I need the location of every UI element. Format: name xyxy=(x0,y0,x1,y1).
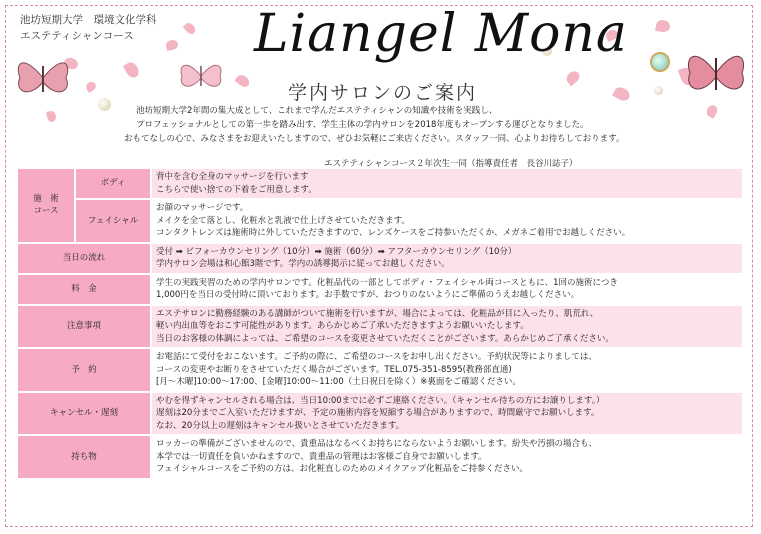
intro-line: 池坊短期大学2年間の集大成として、これまで学んだエステティシャンの知識や技術を実践し、 xyxy=(136,106,498,116)
info-table xyxy=(16,167,744,480)
text-line: なお、20分以上の遅刻はキャンセル扱いとさせていただきます。 xyxy=(156,420,405,431)
text-line: 1,000円を当日の受付時に頂いております。お手数ですが、おつりのないようにご準備のうえお越しください。 xyxy=(156,290,580,300)
text-line: 学内サロン会場は和心館3階です。学内の誘導掲示に従ってお越しください。 xyxy=(156,259,450,269)
facial-label: フェイシャル xyxy=(76,200,150,242)
petal-decoration xyxy=(705,103,720,118)
text-line: やむを得ずキャンセルされる場合は、当日10:00までに必ずご連絡ください。（キャンセル待ちの方にお譲りします。） xyxy=(156,395,605,406)
body-label: ボディ xyxy=(76,169,150,198)
belongings-description xyxy=(152,436,742,478)
petal-decoration xyxy=(123,60,141,80)
text-line: エステサロンに勤務経験のある講師がついて施術を行いますが、場合によっては、化粧品が目に入ったり、肌荒れ、 xyxy=(156,308,599,319)
text-line: 学生の実践実習のための学内サロンです。化粧品代の一部としてボディ・フェイシャル両コースともに、1回の施術につき xyxy=(156,277,618,288)
text-line: 背中を含む全身のマッサージを行います xyxy=(156,172,309,182)
text-line: 当日のお客様の体調によっては、ご希望のコースを変更させていただくことがございます。あらかじめご了承ください。 xyxy=(156,333,614,344)
petal-decoration xyxy=(612,85,632,103)
text-line: メイクを全て落とし、化粧水と乳液で仕上げさせていただきます。 xyxy=(156,215,410,226)
petal-decoration xyxy=(564,69,582,86)
pearl-decoration xyxy=(98,98,111,111)
facial-description xyxy=(152,200,742,242)
flow-description xyxy=(152,244,742,273)
flow-label: 当日の流れ xyxy=(18,244,150,273)
text-line: 軽い内出血等をおこす可能性があります。あらかじめご了承いただきますようお願いいたします。 xyxy=(156,321,529,331)
reserve-label: 予 約 xyxy=(18,349,150,391)
petal-decoration xyxy=(46,110,57,122)
school-line-1: 池坊短期大学 環境文化学科 xyxy=(20,14,157,26)
text-line: コンタクトレンズは施術時に外していただきますので、レンズケースをご持参いただくか、メガネご着用でお越しください。 xyxy=(156,228,631,238)
school-line-2: エステティシャンコース xyxy=(20,30,134,42)
petal-decoration xyxy=(165,39,179,51)
intro-text xyxy=(124,104,644,146)
text-line: お電話にて受付をおこないます。ご予約の際に、ご希望のコースをお申し出ください。予約状況等によりましては、 xyxy=(156,352,597,362)
body-description xyxy=(152,169,742,198)
table-row xyxy=(18,244,742,273)
page-title: 学内サロンのご案内 xyxy=(288,82,478,104)
text-line: 遅刻は20分までご入室いただけますが、予定の施術内容を短縮する場合がありますので、時間厳守でお願いします。 xyxy=(156,408,600,418)
table-row xyxy=(18,200,742,242)
petal-decoration xyxy=(655,19,671,33)
text-line: フェイシャルコースをご予約の方は、お化粧直しのためのメイクアップ化粧品をご持参ください。 xyxy=(156,464,529,474)
course-label: 施 術 コース xyxy=(18,169,74,242)
gem-decoration xyxy=(650,52,670,72)
table-row xyxy=(18,275,742,304)
intro-line: おもてなしの心で、みなさまをお迎えいたしますので、ぜひお気軽にご来店ください。スタッフ一同、心よりお待ちしております。 xyxy=(124,134,625,144)
text-line: コースの変更やお断りをさせていただく場合がございます。TEL.075-351-8595(教務部直通) xyxy=(156,364,512,375)
notes-description xyxy=(152,306,742,348)
intro-line: プロフェッショナルとしての第一歩を踏み出す、学生主体の学内サロンを2018年度もオープンする運びとなりました。 xyxy=(136,120,589,130)
table-row xyxy=(18,436,742,478)
fee-label: 料 金 xyxy=(18,275,150,304)
table-row xyxy=(18,349,742,391)
petal-decoration xyxy=(84,80,97,93)
petal-decoration xyxy=(183,21,198,36)
text-line: 受付 ➡ ビフォーカウンセリング（10分）➡ 施術（60分）➡ アフターカウンセリング（10分） xyxy=(156,246,517,257)
text-line: お顔のマッサージです。 xyxy=(156,203,249,213)
cancel-description xyxy=(152,393,742,435)
table-row xyxy=(18,169,742,198)
petal-decoration xyxy=(234,73,251,90)
school-name xyxy=(20,12,157,44)
butterfly-icon xyxy=(684,44,748,102)
butterfly-icon xyxy=(178,58,224,94)
header xyxy=(6,6,752,168)
credit-line: エステティシャンコース２年次生一同（指導責任者 長谷川誌子） xyxy=(324,159,578,169)
table-row xyxy=(18,306,742,348)
cancel-label: キャンセル・遅刻 xyxy=(18,393,150,435)
pearl-decoration xyxy=(654,86,663,95)
table-row xyxy=(18,393,742,435)
text-line: ロッカーの準備がございませんので、貴重品はなるべくお持ちにならないようお願いします。紛失や汚損の場合も、 xyxy=(156,439,597,449)
text-line: 本学では一切責任を負いかねますので、貴重品の管理はお客様ご自身でお願いします。 xyxy=(156,451,487,462)
notes-label: 注意事項 xyxy=(18,306,150,348)
fee-description xyxy=(152,275,742,304)
text-line: こちらで使い捨ての下着をご用意します。 xyxy=(156,184,317,195)
brand-logo: Liangel Mona xyxy=(254,4,628,64)
butterfly-icon xyxy=(14,52,72,104)
reserve-description xyxy=(152,349,742,391)
text-line: [月～木曜]10:00～17:00、[金曜]10:00～11:00（土日祝日を除く）※裏面をご確認ください。 xyxy=(156,377,521,387)
belongings-label: 持ち物 xyxy=(18,436,150,478)
